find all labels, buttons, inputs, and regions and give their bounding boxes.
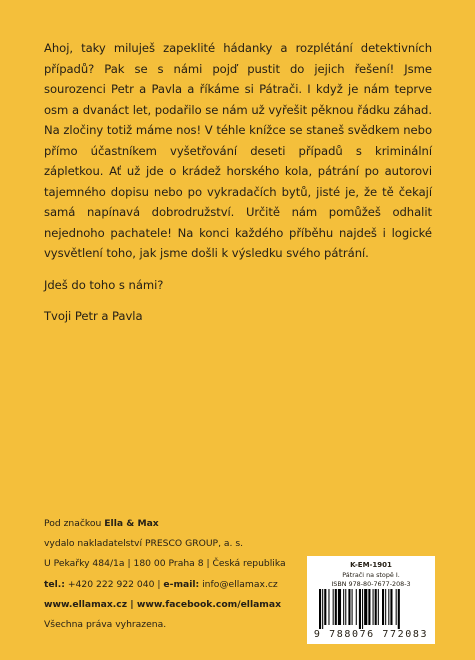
product-code: K-EM-1901 — [350, 561, 392, 569]
barcode-stripe — [319, 589, 321, 629]
publisher-line: vydalo nakladatelství PRESCO GROUP, a. s. — [44, 538, 244, 550]
barcode-number: 9 788076 772083 — [313, 629, 429, 640]
barcode-icon — [319, 589, 423, 629]
imprint — [44, 514, 344, 635]
barcode-stripe — [343, 589, 344, 625]
blurb-paragraph-signature: Tvoji Petr a Pavla — [44, 309, 143, 323]
blurb-paragraph-main: Ahoj, taky miluješ zapeklité hádanky a rozplétání detektivních případů? Pak se s námi pojď pustit do jejich řešení! Jsme sourozenci Petr a Pavla a říkáme si Pátrači. I když je nám teprve osm a dvanáct let, podařilo se nám už vyřešit pěknou řádku záhad. Na zločiny totiž máme nos! V téhle knížce se staneš svědkem nebo přímo účastníkem vyšetřování deseti případů s kriminální zápletkou. Ať už jde o krádež horského kola, pátrání po autorovi tajemného dopisu nebo po vykradačích bytů, jisté je, že tě čekají samá napínavá dobrodružství. Určitě nám pomůžeš odhalit nejednoho pachatele! Na konci každého příběhu najdeš i logické vysvětlení toho, jak jsme došli k výsledku svého pátrání. — [44, 41, 432, 260]
imprint-brand-line — [44, 514, 344, 534]
blurb-text — [44, 38, 432, 338]
website-link: www.ellamax.cz — [44, 598, 128, 610]
blurb-paragraph-question: Jdeš do toho s námi? — [44, 277, 164, 292]
barcode-stripe — [382, 589, 384, 625]
barcode-stripe — [352, 589, 353, 625]
barcode-stripe — [322, 589, 323, 629]
rights-line: Všechna práva vyhrazena. — [44, 619, 167, 631]
barcode-stripe — [388, 589, 389, 625]
brand-name: Ella & Max — [104, 518, 159, 529]
tel-label: tel.: — [44, 578, 65, 590]
barcode-stripe — [348, 589, 350, 625]
barcode-stripe — [390, 589, 392, 625]
barcode-stripe — [328, 589, 329, 625]
barcode-stripe — [368, 589, 370, 625]
barcode-stripe — [396, 589, 397, 625]
barcode-stripe — [335, 589, 337, 625]
email-value: info@ellamax.cz — [199, 578, 278, 590]
barcode-stripe — [373, 589, 374, 625]
facebook-link: www.facebook.com/ellamax — [136, 598, 281, 610]
brand-prefix: Pod značkou — [44, 518, 105, 529]
address-line: U Pekařky 484/1a | 180 00 Praha 8 | Česká republika — [44, 558, 286, 570]
email-label: e-mail: — [163, 578, 200, 590]
barcode-stripe — [375, 589, 377, 625]
barcode-stripe — [333, 589, 334, 625]
barcode-stripe — [345, 589, 346, 625]
isbn: ISBN 978-80-7677-208-3 — [331, 580, 411, 588]
barcode-stripe — [324, 589, 326, 625]
web-line — [44, 595, 344, 615]
barcode-stripe — [338, 589, 341, 625]
barcode-stripe — [356, 589, 357, 625]
barcode-stripe — [378, 589, 379, 625]
contact-line — [44, 575, 344, 595]
web-separator: | — [127, 598, 137, 610]
barcode-stripe — [364, 589, 367, 625]
tel-value: +420 222 922 040 | — [64, 578, 164, 590]
barcode-box — [307, 556, 435, 644]
barcode-stripe — [362, 589, 363, 629]
book-title: Pátrači na stopě I. — [342, 571, 400, 579]
barcode-stripe — [359, 589, 361, 629]
barcode-stripe — [385, 589, 386, 625]
barcode-stripe — [398, 589, 400, 629]
